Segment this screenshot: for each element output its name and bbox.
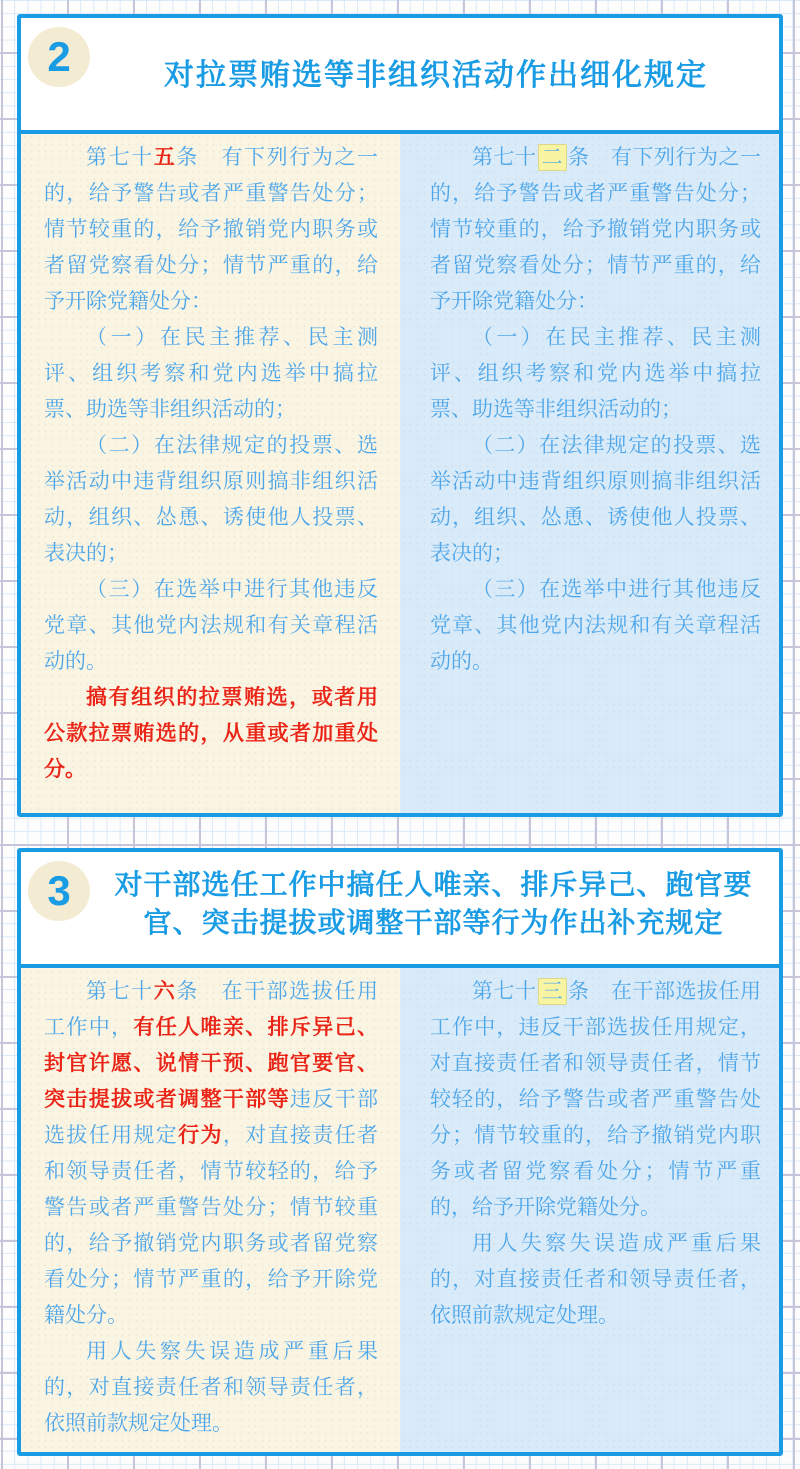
text-run: （二）在法律规定的投票、选举活动中违背组织原则搞非组织活动，组织、怂恿、诱使他人投票、表决的； (430, 434, 761, 565)
paragraph (430, 1226, 761, 1334)
comparison-columns (21, 968, 779, 1452)
text-run: （二）在法律规定的投票、选举活动中违背组织原则搞非组织活动，组织、怂恿、诱使他人投票、表决的； (44, 434, 378, 565)
paragraph (430, 572, 761, 680)
new-regulation-column (21, 134, 400, 813)
paragraph (44, 320, 378, 428)
text-run: 用人失察失误造成严重后果的，对直接责任者和领导责任者，依照前款规定处理。 (430, 1232, 761, 1327)
emphasis-red-text: 五 (153, 146, 177, 169)
paragraph (44, 140, 378, 320)
comparison-columns (21, 134, 779, 813)
regulation-card-3 (17, 848, 783, 1456)
text-run: （一）在民主推荐、民主测评、组织考察和党内选举中搞拉票、助选等非组织活动的； (430, 326, 761, 421)
paragraph (44, 1334, 378, 1442)
emphasis-red-text: 行为 (178, 1124, 223, 1147)
paragraph (430, 140, 761, 320)
emphasis-red-text: 六 (153, 980, 177, 1003)
paragraph (44, 680, 378, 788)
section-header (21, 852, 779, 968)
section-number-badge (28, 861, 90, 921)
text-run: ，对直接责任者和领导责任者，情节较轻的，给予警告或者严重警告处分；情节较重的，给予撤销党内职务或者留党察看处分；情节严重的，给予开除党籍处分。 (44, 1124, 379, 1327)
text-run: 第七十 (472, 146, 537, 169)
paragraph (430, 974, 761, 1226)
text-run: 条 在干部选拔任用工作中， (44, 980, 379, 1039)
paragraph (430, 428, 761, 572)
paragraph (44, 974, 378, 1334)
old-regulation-text (430, 140, 761, 680)
section-number: 2 (47, 33, 71, 80)
emphasis-red-text: 搞有组织的拉票贿选，或者用公款拉票贿选的，从重或者加重处分。 (44, 686, 378, 781)
old-regulation-column (400, 968, 779, 1452)
paragraph (44, 572, 378, 680)
text-run: 条 在干部选拔任用工作中，违反干部选拔任用规定，对直接责任者和领导责任者，情节较轻的，给予警告或者严重警告处分；情节较重的，给予撤销党内职务或者留党察看处分；情节严重的，给予开除党籍处分。 (430, 980, 761, 1219)
section-header (21, 18, 779, 134)
new-regulation-text (44, 140, 378, 788)
text-run: 第七十 (472, 980, 537, 1003)
new-regulation-column (21, 968, 400, 1452)
highlighted-char: 二 (538, 144, 568, 171)
text-run: （三）在选举中进行其他违反党章、其他党内法规和有关章程活动的。 (430, 578, 761, 673)
text-run: 用人失察失误造成严重后果的，对直接责任者和领导责任者，依照前款规定处理。 (44, 1340, 378, 1435)
text-run: （三）在选举中进行其他违反党章、其他党内法规和有关章程活动的。 (44, 578, 378, 673)
text-run: 违反干部选拔任用规定 (44, 1088, 379, 1147)
text-run: （一）在民主推荐、民主测评、组织考察和党内选举中搞拉票、助选等非组织活动的； (44, 326, 378, 421)
text-run: 第七十 (86, 146, 154, 169)
old-regulation-text (430, 974, 761, 1334)
text-run: 条 有下列行为之一的，给予警告或者严重警告处分；情节较重的，给予撤销党内职务或者留党察看处分；情节严重的，给予开除党籍处分： (430, 146, 761, 313)
new-regulation-text (44, 974, 378, 1442)
section-title: 对干部选任工作中搞任人唯亲、排斥异己、跑官要官、突击提拔或调整干部等行为作出补充规定 (114, 869, 753, 938)
old-regulation-column (400, 134, 779, 813)
highlighted-char: 三 (538, 978, 568, 1005)
regulation-card-2 (17, 14, 783, 817)
section-title: 对拉票贿选等非组织活动作出细化规定 (164, 59, 708, 92)
text-run: 条 有下列行为之一的，给予警告或者严重警告处分；情节较重的，给予撤销党内职务或者留党察看处分；情节严重的，给予开除党籍处分： (44, 146, 379, 313)
paragraph (44, 428, 378, 572)
paragraph (430, 320, 761, 428)
section-number-badge (28, 27, 90, 87)
section-number: 3 (47, 867, 71, 914)
emphasis-red-text: 有任人唯亲、排斥异己、封官许愿、说情干预、跑官要官、突击提拔或者调整干部等 (44, 1016, 379, 1111)
text-run: 第七十 (86, 980, 154, 1003)
